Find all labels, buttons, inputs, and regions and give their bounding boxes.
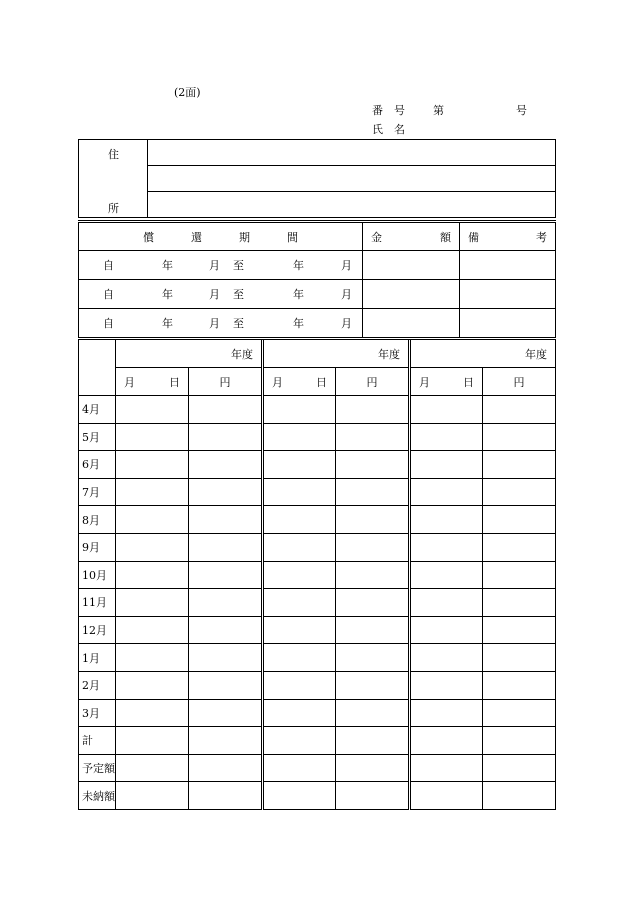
amount-cell[interactable]: [336, 561, 410, 589]
amount-cell[interactable]: [483, 423, 556, 451]
amount-cell[interactable]: [336, 451, 410, 479]
date-cell[interactable]: [410, 396, 483, 424]
date-cell[interactable]: [410, 754, 483, 782]
amount-cell[interactable]: [336, 671, 410, 699]
date-cell[interactable]: [116, 451, 189, 479]
amount-cell[interactable]: [483, 561, 556, 589]
address-label-top: 住: [108, 148, 119, 161]
row-label: 1月: [79, 644, 116, 672]
yen-header-1: 円: [189, 368, 263, 396]
amount-cell[interactable]: [336, 782, 410, 810]
date-cell[interactable]: [116, 396, 189, 424]
date-cell[interactable]: [263, 423, 336, 451]
date-cell[interactable]: [116, 699, 189, 727]
date-cell[interactable]: [116, 671, 189, 699]
date-cell[interactable]: [263, 616, 336, 644]
amount-cell[interactable]: [189, 506, 263, 534]
date-cell[interactable]: [263, 451, 336, 479]
date-cell[interactable]: [263, 533, 336, 561]
address-line-3[interactable]: [148, 192, 556, 218]
row-label: 予定額: [79, 754, 116, 782]
row-label: 8月: [79, 506, 116, 534]
address-label-bottom: 所: [108, 202, 119, 215]
amount-cell[interactable]: [189, 478, 263, 506]
yen-header-2: 円: [336, 368, 410, 396]
row-label: 計: [79, 727, 116, 755]
amount-cell[interactable]: [189, 727, 263, 755]
remarks-cell-2[interactable]: [460, 280, 556, 309]
amount-cell[interactable]: [189, 699, 263, 727]
table-row: [79, 727, 556, 755]
amount-cell[interactable]: [336, 727, 410, 755]
date-cell[interactable]: [410, 423, 483, 451]
table-row: [79, 423, 556, 451]
fiscal-year-1: 年度: [116, 339, 263, 368]
table-row: [79, 699, 556, 727]
fiscal-year-2: 年度: [263, 339, 410, 368]
date-cell[interactable]: [116, 589, 189, 617]
date-cell[interactable]: [410, 699, 483, 727]
amount-cell[interactable]: [336, 644, 410, 672]
amount-cell[interactable]: [189, 423, 263, 451]
remarks-cell-3[interactable]: [460, 309, 556, 338]
date-cell[interactable]: [410, 506, 483, 534]
address-label-cell: [79, 140, 148, 218]
date-cell[interactable]: [410, 533, 483, 561]
amount-cell[interactable]: [336, 699, 410, 727]
date-cell[interactable]: [263, 644, 336, 672]
date-cell[interactable]: [410, 561, 483, 589]
date-cell[interactable]: [263, 782, 336, 810]
amount-cell[interactable]: [483, 533, 556, 561]
address-table: [78, 139, 556, 218]
date-cell[interactable]: [263, 727, 336, 755]
amount-cell[interactable]: [336, 589, 410, 617]
table-row: [79, 671, 556, 699]
row-label: 12月: [79, 616, 116, 644]
amount-cell[interactable]: [483, 671, 556, 699]
date-cell[interactable]: [263, 561, 336, 589]
amount-cell[interactable]: [336, 396, 410, 424]
fiscal-year-3: 年度: [410, 339, 556, 368]
date-cell[interactable]: [263, 478, 336, 506]
amount-cell[interactable]: [483, 699, 556, 727]
page-label: (2面): [174, 86, 201, 99]
amount-cell-3[interactable]: [363, 309, 460, 338]
amount-cell[interactable]: [336, 616, 410, 644]
yen-header-3: 円: [483, 368, 556, 396]
amount-cell[interactable]: [336, 478, 410, 506]
ledger-corner: [79, 339, 116, 396]
date-cell[interactable]: [410, 782, 483, 810]
date-cell[interactable]: [116, 478, 189, 506]
date-cell[interactable]: [410, 727, 483, 755]
amount-cell[interactable]: [189, 782, 263, 810]
date-cell[interactable]: [263, 396, 336, 424]
row-label: 11月: [79, 589, 116, 617]
row-label: 9月: [79, 533, 116, 561]
amount-cell[interactable]: [483, 451, 556, 479]
amount-cell[interactable]: [483, 754, 556, 782]
amount-cell[interactable]: [336, 423, 410, 451]
row-label: 10月: [79, 561, 116, 589]
date-cell[interactable]: [116, 616, 189, 644]
amount-cell[interactable]: [336, 506, 410, 534]
monthly-ledger-table: [78, 337, 556, 810]
amount-cell[interactable]: [189, 561, 263, 589]
amount-cell[interactable]: [189, 533, 263, 561]
table-row: [79, 533, 556, 561]
amount-cell[interactable]: [189, 396, 263, 424]
amount-cell[interactable]: [189, 589, 263, 617]
row-label: 2月: [79, 671, 116, 699]
amount-cell[interactable]: [189, 644, 263, 672]
month-day-header-2: 月 日: [263, 368, 336, 396]
table-row: [79, 782, 556, 810]
table-row: [79, 589, 556, 617]
date-cell[interactable]: [410, 644, 483, 672]
date-cell[interactable]: [116, 561, 189, 589]
date-cell[interactable]: [116, 727, 189, 755]
period-row-1[interactable]: 自 年 月 至 年 月: [79, 251, 363, 280]
address-line-2[interactable]: [148, 166, 556, 192]
date-cell[interactable]: [116, 754, 189, 782]
remarks-header: 備 考: [460, 222, 556, 251]
amount-cell[interactable]: [483, 727, 556, 755]
amount-cell[interactable]: [336, 533, 410, 561]
table-row: [79, 616, 556, 644]
table-row: [79, 396, 556, 424]
number-label: 番 号: [372, 104, 405, 117]
row-label: 3月: [79, 699, 116, 727]
date-cell[interactable]: [410, 589, 483, 617]
month-day-header-3: 月 日: [410, 368, 483, 396]
table-row: [79, 506, 556, 534]
amount-cell[interactable]: [483, 396, 556, 424]
row-label: 7月: [79, 478, 116, 506]
amount-cell[interactable]: [483, 782, 556, 810]
date-cell[interactable]: [116, 506, 189, 534]
date-cell[interactable]: [263, 506, 336, 534]
date-cell[interactable]: [410, 616, 483, 644]
number-dai: 第: [433, 104, 444, 117]
date-cell[interactable]: [410, 478, 483, 506]
amount-cell[interactable]: [483, 616, 556, 644]
row-label: 5月: [79, 423, 116, 451]
number-go: 号: [516, 104, 527, 117]
period-header: 償 還 期 間: [79, 222, 363, 251]
amount-cell[interactable]: [189, 754, 263, 782]
amount-cell[interactable]: [189, 671, 263, 699]
amount-cell[interactable]: [336, 754, 410, 782]
amount-cell-2[interactable]: [363, 280, 460, 309]
row-label: 6月: [79, 451, 116, 479]
amount-cell-1[interactable]: [363, 251, 460, 280]
name-label: 氏 名: [372, 123, 405, 136]
date-cell[interactable]: [263, 699, 336, 727]
amount-header: 金 額: [363, 222, 460, 251]
amount-cell[interactable]: [483, 644, 556, 672]
remarks-cell-1[interactable]: [460, 251, 556, 280]
period-row-2[interactable]: 自 年 月 至 年 月: [79, 280, 363, 309]
date-cell[interactable]: [263, 754, 336, 782]
date-cell[interactable]: [116, 423, 189, 451]
repayment-period-table: [78, 220, 556, 338]
month-day-header-1: 月 日: [116, 368, 189, 396]
table-row: [79, 561, 556, 589]
date-cell[interactable]: [263, 589, 336, 617]
amount-cell[interactable]: [483, 506, 556, 534]
amount-cell[interactable]: [483, 478, 556, 506]
date-cell[interactable]: [116, 533, 189, 561]
date-cell[interactable]: [263, 671, 336, 699]
row-label: 未納額: [79, 782, 116, 810]
amount-cell[interactable]: [189, 616, 263, 644]
amount-cell[interactable]: [483, 589, 556, 617]
date-cell[interactable]: [410, 451, 483, 479]
table-row: [79, 478, 556, 506]
amount-cell[interactable]: [189, 451, 263, 479]
date-cell[interactable]: [116, 782, 189, 810]
date-cell[interactable]: [116, 644, 189, 672]
row-label: 4月: [79, 396, 116, 424]
table-row: [79, 754, 556, 782]
table-row: [79, 644, 556, 672]
period-row-3[interactable]: 自 年 月 至 年 月: [79, 309, 363, 338]
date-cell[interactable]: [410, 671, 483, 699]
table-row: [79, 451, 556, 479]
address-line-1[interactable]: [148, 140, 556, 166]
